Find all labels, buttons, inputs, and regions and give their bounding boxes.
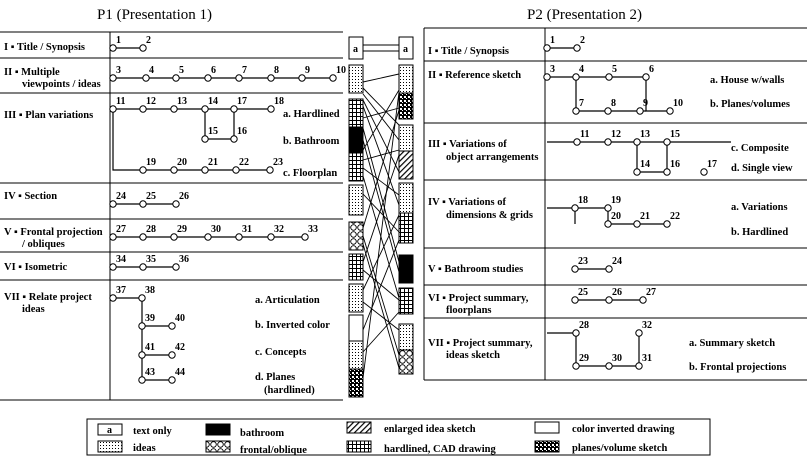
p1-node-label-4: 4 [149,65,154,76]
p1-section-III: III ▪ Plan variations [4,110,94,121]
p1-node-label-29: 29 [177,224,187,235]
p2-title: P2 (Presentation 2) [527,7,642,23]
p1-node-label-43: 43 [145,367,155,378]
legend-planes: planes/volume sketch [572,443,668,454]
p1-label-hardlined: a. Hardlined [283,109,340,120]
p2-strip-letter: a [403,44,408,55]
p1-node-label-24: 24 [116,191,126,202]
p2-node-label-2: 2 [580,35,585,46]
legend-enlarged: enlarged idea sketch [384,424,476,435]
p2-section-IV: IV ▪ Variations of [428,197,506,208]
p2-section-III-line2: object arrangements [446,152,539,163]
legend [87,419,710,456]
p1-node-label-40: 40 [175,313,185,324]
p1-section-II-line2: viewpoints / ideas [22,79,101,90]
p1-node-label-11: 11 [116,96,126,107]
p1-node-label-1: 1 [116,35,121,46]
p2-node-label-1: 1 [550,35,555,46]
legend-ideas: ideas [133,443,156,454]
p2-node-label-32: 32 [642,320,652,331]
legend-swatch-ideas [98,441,122,452]
mapping-lines [363,45,399,378]
p1-label-concepts: c. Concepts [255,347,307,358]
legend-swatch-hardlined [347,441,371,452]
p2-sections [428,46,538,361]
p2-node-label-29: 29 [579,353,589,364]
p1-section-VII-line2: ideas [22,304,45,315]
p2-node-label-6: 6 [649,64,654,75]
p1-section-V: V ▪ Frontal projection [4,227,103,238]
p2-node-label-16: 16 [670,159,680,170]
p2-nodes [544,35,717,369]
p2-section-VII-line2: ideas sketch [446,350,500,361]
legend-swatch-letter: a [107,425,112,436]
p1-node-label-12: 12 [146,96,156,107]
legend-swatch-enlarged [347,422,371,433]
legend-frontal: frontal/oblique [240,445,307,456]
p1-node-label-41: 41 [145,342,155,353]
p2-node-label-18: 18 [578,195,588,206]
p1-node-label-10: 10 [336,65,346,76]
p2-section-VI: VI ▪ Project summary, [428,293,529,304]
p1-section-I: I ▪ Title / Synopsis [4,42,85,53]
p1-node-label-36: 36 [179,254,189,265]
p1-strip-letter: a [353,44,358,55]
p1-label-inverted-color: b. Inverted color [255,320,330,331]
p2-section-VII: VII ▪ Project summary, [428,338,533,349]
p2-node-label-9: 9 [643,98,648,109]
p1-node-label-15: 15 [208,126,218,137]
p1-node-label-18: 18 [274,96,284,107]
legend-swatch-planes [535,441,559,452]
p2-node-label-7: 7 [579,98,584,109]
p1-label-planes: d. Planes [255,372,296,383]
p1-node-label-14: 14 [208,96,218,107]
p1-strip [349,37,363,397]
p2-label-single-view: d. Single view [731,163,793,174]
legend-inverted: color inverted drawing [572,424,675,435]
legend-swatch-bathroom [206,424,230,435]
p1-node-label-33: 33 [308,224,318,235]
p1-node-label-31: 31 [242,224,252,235]
p1-node-label-19: 19 [146,157,156,168]
p1-label-articulation: a. Articulation [255,295,320,306]
p1-node-label-37: 37 [116,285,126,296]
p1-node-label-42: 42 [175,342,185,353]
p2-node-label-26: 26 [612,287,622,298]
p1-node-label-32: 32 [274,224,284,235]
p2-node-label-5: 5 [612,64,617,75]
p2-label-house-walls: a. House w/walls [710,75,785,86]
p2-label-hardlined: b. Hardlined [731,227,789,238]
p2-node-label-15: 15 [670,129,680,140]
p2-node-label-11: 11 [580,129,590,140]
p2-node-label-25: 25 [578,287,588,298]
p1-section-II: II ▪ Multiple [4,67,60,78]
p1-node-label-2: 2 [146,35,151,46]
p2-node-label-20: 20 [611,211,621,222]
p2-label-composite: c. Composite [731,143,789,154]
p1-node-label-26: 26 [179,191,189,202]
p2-label-summary-sketch: a. Summary sketch [689,338,776,349]
p2-section-IV-line2: dimensions & grids [446,210,533,221]
p2-section-II: II ▪ Reference sketch [428,70,522,81]
p1-label-bathroom: b. Bathroom [283,136,340,147]
p1-node-label-28: 28 [146,224,156,235]
p2-strip [399,37,413,374]
p1-label-planes-hardlined: (hardlined) [264,385,315,396]
p1-node-label-35: 35 [146,254,156,265]
p1-title: P1 (Presentation 1) [97,7,212,23]
legend-swatch-frontal [206,441,230,452]
p1-node-label-8: 8 [274,65,279,76]
p1-node-label-38: 38 [145,285,155,296]
p2-node-label-30: 30 [612,353,622,364]
p1-section-VII: VII ▪ Relate project [4,292,92,303]
p2-node-label-28: 28 [579,320,589,331]
p2-node-label-24: 24 [612,256,622,267]
p2-label-frontal-projections: b. Frontal projections [689,362,787,373]
p1-node-label-5: 5 [179,65,184,76]
p1-node-label-3: 3 [116,65,121,76]
p2-node-label-22: 22 [670,211,680,222]
p1-node-label-44: 44 [175,367,185,378]
legend-hardlined: hardlined, CAD drawing [384,444,496,455]
p2-node-label-4: 4 [579,64,584,75]
p1-node-label-6: 6 [211,65,216,76]
p1-node-label-23: 23 [273,157,283,168]
p2-label-variations: a. Variations [731,202,788,213]
p1-node-label-17: 17 [237,96,247,107]
p2-node-label-13: 13 [640,129,650,140]
p1-node-label-22: 22 [239,157,249,168]
p1-node-label-27: 27 [116,224,126,235]
p1-section-V-line2: / obliques [22,239,65,250]
p2-section-VI-line2: floorplans [446,305,492,316]
p1-node-label-9: 9 [305,65,310,76]
p1-node-label-20: 20 [177,157,187,168]
p2-node-label-8: 8 [611,98,616,109]
p2-section-I: I ▪ Title / Synopsis [428,46,509,57]
p2-node-label-3: 3 [550,64,555,75]
p1-node-label-7: 7 [242,65,247,76]
p1-label-floorplan: c. Floorplan [283,168,338,179]
p2-node-label-31: 31 [642,353,652,364]
p1-node-label-13: 13 [177,96,187,107]
legend-text-only: text only [133,426,172,437]
p2-node-label-27: 27 [646,287,656,298]
p1-node-label-25: 25 [146,191,156,202]
p2-section-III: III ▪ Variations of [428,139,507,150]
p2-node-label-14: 14 [640,159,650,170]
p1-section-IV: IV ▪ Section [4,191,58,202]
p2-node-label-12: 12 [611,129,621,140]
p2-node-label-10: 10 [673,98,683,109]
p2-section-V: V ▪ Bathroom studies [428,264,524,275]
legend-swatch-inverted [535,422,559,433]
p1-section-VI: VI ▪ Isometric [4,262,68,273]
p1-node-label-30: 30 [211,224,221,235]
p2-label-planes-volumes: b. Planes/volumes [710,99,790,110]
p1-node-label-39: 39 [145,313,155,324]
p2-sublabels [689,75,793,373]
p2-node-label-23: 23 [578,256,588,267]
p2-node-label-21: 21 [640,211,650,222]
p1-node-label-16: 16 [237,126,247,137]
legend-bathroom: bathroom [240,428,285,439]
p1-node-label-34: 34 [116,254,126,265]
p2-node-label-19: 19 [611,195,621,206]
p2-node-label-17: 17 [707,159,717,170]
p1-node-label-21: 21 [208,157,218,168]
p1-sections [4,42,103,315]
